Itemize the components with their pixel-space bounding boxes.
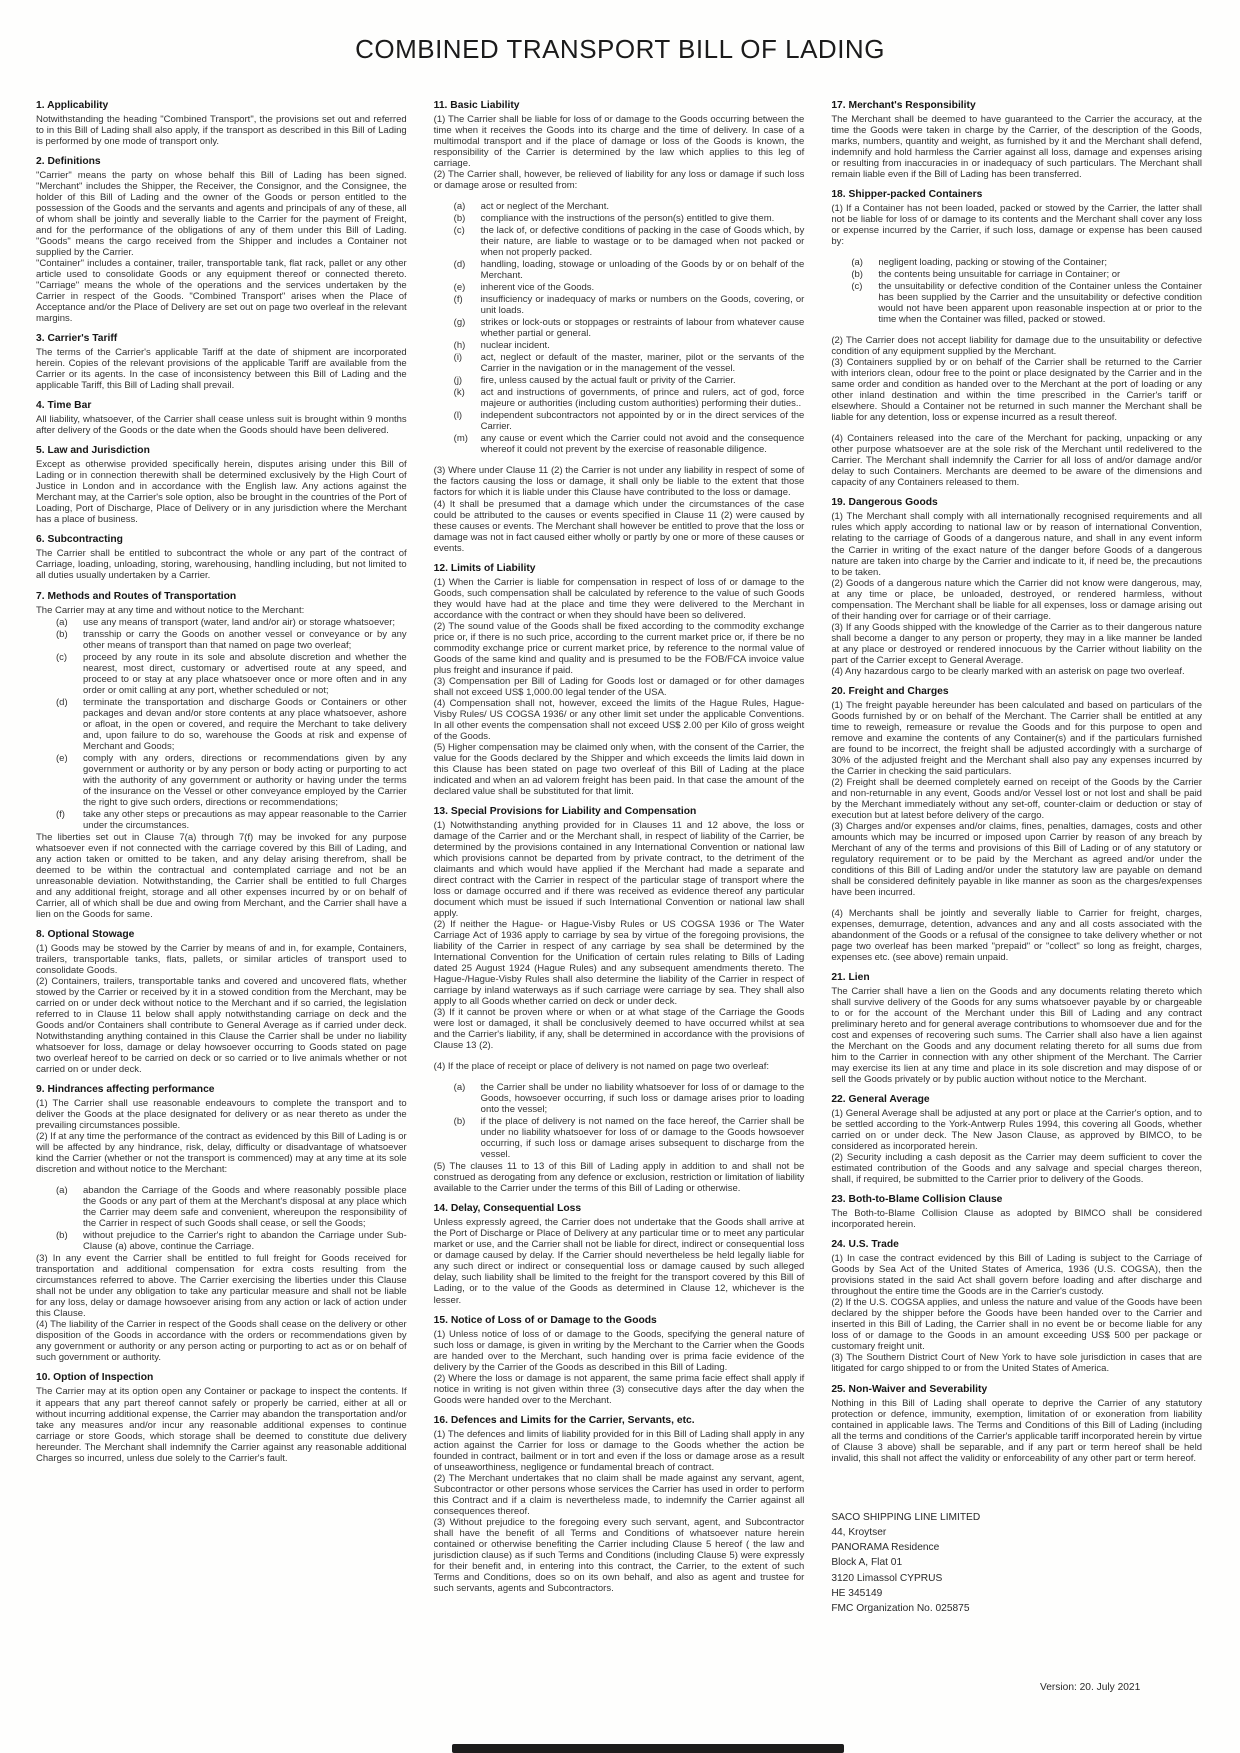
- clause-item-letter: (d): [56, 696, 68, 708]
- clause-item: [831, 281, 1202, 325]
- clause-paragraph: (2) The Carrier shall, however, be relieved of liability for any loss or damage if such loss or damage arose or resulted from:: [433, 169, 805, 192]
- clause-paragraph: (1) When the Carrier is liable for compensation in respect of loss of or damage to the Goods, such compensation shall be calculated by reference to the value of such Goods they would have had at the place and time they were delivered to the Merchant in accordance with the contract or when they should have been so delivered.: [433, 576, 805, 621]
- section-heading: 24. U.S. Trade: [831, 1239, 899, 1251]
- clause-paragraph: (1) In case the contract evidenced by this Bill of Lading is subject to the Carriage of Goods by Sea Act of the United States of America, 1936 (U.S. COGSA), then the provisions stated in the said Act shall govern before loading and after discharge and throughout the entire time the Goods are in the Carrier's custody.: [831, 1253, 1202, 1298]
- clause-item-text: without prejudice to the Carrier's right to abandon the Carriage under Sub-Clause (a) above, continue the Carriage.: [83, 1230, 407, 1253]
- section-heading: 16. Defences and Limits for the Carrier, Servants, etc.: [433, 1414, 695, 1426]
- clause-paragraph: Except as otherwise provided specifically herein, disputes arising under this Bill of Lading or in connection therewith shall be determined exclusively by the High Court of Justice in London and in accordance with the English law. Any actions against the Merchant may, at the Carrier's sole option, also be brought in the countries of the Port of Loading, Port of Discharge, Place of Delivery or in any jurisdiction where the Merchant has a place of business.: [36, 459, 407, 526]
- section-heading: 2. Definitions: [36, 156, 101, 168]
- company-address-line: PANORAMA Residence: [831, 1542, 940, 1554]
- clause-item-letter: (b): [851, 269, 863, 281]
- clause-item-text: nuclear incident.: [480, 340, 550, 352]
- clause-paragraph: (5) Higher compensation may be claimed only when, with the consent of the Carrier, the value for the Goods declared by the Shipper and which exceeds the limits laid down in this Clause has been stated on page two overleaf of this Bill of Lading at the place indicated and when an ad valorem freight has been paid. In that case the amount of the declared value shall be substituted for that limit.: [433, 741, 805, 797]
- section-heading: 3. Carrier's Tariff: [36, 333, 118, 345]
- clause-paragraph: (5) The clauses 11 to 13 of this Bill of Lading apply in addition to and shall not be construed as derogating from any defence or exclusion, restriction or limitation of liability available to the Carrier under the terms of this Bill of Lading or otherwise.: [433, 1161, 805, 1195]
- clause-paragraph: (1) General Average shall be adjusted at any port or place at the Carrier's option, and to be settled according to the York-Antwerp Rules 1994, this covering all Goods, whether carried on or under deck. The New Jason Clause, as approved by BIMCO, to be considered as incorporated herein.: [831, 1108, 1202, 1153]
- section-heading: 17. Merchant's Responsibility: [831, 100, 976, 111]
- section-heading: 14. Delay, Consequential Loss: [433, 1203, 582, 1215]
- company-address-line: SACO SHIPPING LINE LIMITED: [831, 1511, 981, 1523]
- clause-paragraph: (1) If a Container has not been loaded, packed or stowed by the Carrier, the latter shall not be liable for loss of or damage to its contents and the Merchant shall cover any loss or expense incurred by the Carrier, if such loss, damage or expense has been caused by:: [831, 203, 1202, 248]
- clause-paragraph: "Container" includes a container, trailer, transportable tank, flat rack, pallet or any other article used to consolidate Goods or any equipment thereof or connected thereto. "Carriage" means the whole of the operations and the services undertaken by the Carrier in respect of the Goods. "Combined Transport" arises when the Place of Acceptance and/or the Place of Delivery are set out on page two overleaf in the relevant margins.: [36, 258, 407, 325]
- clause-paragraph: Notwithstanding the heading "Combined Transport", the provisions set out and referred to in this Bill of Lading shall also apply, if the transport as described in this Bill of Lading is performed by one mode of transport only.: [36, 114, 407, 148]
- clause-paragraph: (3) Charges and/or expenses and/or claims, fines, penalties, damages, costs and other amounts which may be incurred or imposed upon Carrier by reason of any breach by Merchant of any of the terms and provisions of this Bill of Lading or of any statutory or regulatory requirement or to be paid by the Merchant as agreed and/or under the conditions of this Bill of Lading and/or under the statutory law are payable on demand shall be considered definitely payable in like manner as soon as the charges/expenses have been incurred.: [831, 820, 1202, 898]
- clause-paragraph: (4) If the place of receipt or place of delivery is not named on page two overleaf:: [433, 1061, 769, 1073]
- clause-item: [434, 317, 805, 339]
- section-heading: 6. Subcontracting: [36, 534, 123, 546]
- clause-item: [434, 294, 805, 316]
- clause-item: [36, 753, 407, 808]
- clause-item-text: comply with any orders, directions or recommendations given by any government or authority or by any person or body acting or purporting to act with the authority of any government or authority or having under the terms of the insurance on the Vessel or other conveyance employed by the Carrier the right to give such orders, directions or recommendations;: [83, 752, 407, 808]
- section-heading: 19. Dangerous Goods: [831, 497, 938, 509]
- section-heading: 21. Lien: [831, 972, 870, 984]
- clause-paragraph: (2) If at any time the performance of the contract as evidenced by this Bill of Lading is or will be affected by any hindrance, risk, delay, difficulty or disadvantage of whatsoever kind the Carrier (whether or not the transport is commenced) may at any time at its sole discretion and without notice to the Merchant:: [36, 1131, 407, 1176]
- section-heading: 22. General Average: [831, 1094, 930, 1106]
- clause-item: [434, 213, 805, 224]
- clause-item-text: terminate the transportation and discharge Goods or Containers or other packages and devan and/or store contents at any place whatsoever, ashore or afloat, in the open or covered, and require the Merchant to take delivery and, upon failure to do so, warehouse the Goods at risk and expense of Merchant and Goods;: [83, 696, 407, 752]
- clause-paragraph: (3) Containers supplied by or on behalf of the Carrier shall be returned to the Carrier with interiors clean, odour free to the point or place designated by the Carrier and in the same order and condition as handed over to the Merchant at the port of loading or any other inland destination and within the time prescribed in the Carrier's tariff or elsewhere. Should a Container not be returned in such manner the Merchant shall be liable for any detention, loss or expense incurred as a result thereof.: [831, 357, 1202, 424]
- section-heading: 13. Special Provisions for Liability and Compensation: [433, 805, 697, 817]
- clause-item-letter: (b): [56, 1230, 68, 1242]
- clause-item-text: the lack of, or defective conditions of packing in the case of Goods which, by their nature, are liable to wastage or to be damaged when not packed or when not properly packed.: [480, 225, 805, 259]
- clause-paragraph: (2) The sound value of the Goods shall be fixed according to the commodity exchange price or, if there is no such price, according to the current market price or, if there be no commodity exchange price or current market price, by reference to the normal value of Goods of the same kind and quality and is presumed to be the FOB/FCA invoice value plus freight and insurance if paid.: [433, 620, 805, 676]
- company-address-line: HE 345149: [831, 1588, 883, 1600]
- section-heading: 23. Both-to-Blame Collision Clause: [831, 1194, 1003, 1206]
- clause-item: [434, 259, 805, 281]
- clause-item-text: negligent loading, packing or stowing of the Container;: [878, 257, 1108, 269]
- clause-item: [36, 652, 407, 696]
- clause-paragraph: (2) Security including a cash deposit as the Carrier may deem sufficient to cover the estimated contribution of the Goods and any salvage and special charges thereon, shall, if required, be submitted to the Carrier prior to delivery of the Goods.: [831, 1152, 1202, 1186]
- terms-column-1: [36, 100, 407, 1617]
- clause-paragraph: The terms of the Carrier's applicable Tariff at the date of shipment are incorporated herein. Copies of the relevant provisions of the applicable Tariff are available from the Carrier or its agents. In the case of inconsistency between this Bill of Lading and the applicable Tariff, this Bill of Lading shall prevail.: [36, 347, 407, 392]
- clause-item-letter: (c): [56, 651, 68, 663]
- company-address: [831, 1510, 1202, 1617]
- bottom-bar: [452, 1744, 844, 1753]
- clause-item-text: fire, unless caused by the actual fault or privity of the Carrier.: [480, 375, 736, 387]
- clause-item-letter: (i): [453, 352, 463, 364]
- clause-item: [36, 697, 407, 752]
- clause-item-text: the Carrier shall be under no liability whatsoever for loss of or damage to the Goods, howsoever occurring, if such loss or damage arises prior to loading onto the vessel;: [480, 1082, 805, 1116]
- clause-item-text: if the place of delivery is not named on the face hereof, the Carrier shall be under no liability whatsoever for loss of or damage to the Goods howsoever occurring, if such loss or damage arises subsequent to discharge from the vessel.: [480, 1116, 805, 1161]
- clause-item-text: the contents being unsuitable for carriage in Container; or: [878, 269, 1121, 281]
- clause-item-text: abandon the Carriage of the Goods and where reasonably possible place the Goods or any part of them at the Merchant's disposal at any place which the Carrier may deem safe and convenient, whereupon the responsibility of the Carrier in respect of such Goods shall cease, or sell the Goods;: [83, 1185, 407, 1230]
- clause-item-letter: (h): [453, 340, 466, 352]
- clause-item-letter: (c): [851, 281, 863, 293]
- clause-paragraph: Nothing in this Bill of Lading shall operate to deprive the Carrier of any statutory protection or defence, immunity, exemption, limitation of or exoneration from liability contained in applicable laws. The Terms and Conditions of this Bill of Lading (including all the terms and conditions of the Carrier's applicable tariff incorporated herein by virtue of Clause 3 above) shall be separable, and if any part or term hereof shall be held invalid, this shall not affect the validity or enforceability of any other part or term hereof.: [831, 1397, 1202, 1464]
- clause-item-letter: (a): [56, 1185, 68, 1197]
- clause-paragraph: The Merchant shall be deemed to have guaranteed to the Carrier the accuracy, at the time the Goods were taken in charge by the Carrier, of the description of the Goods, marks, numbers, quantity and weight, as furnished by it and the Merchant shall defend, indemnify and hold harmless the Carrier against all loss, damage and expenses arising or resulting from inaccuracies in or inadequacy of such particulars. The Merchant shall remain liable even if the Bill of Lading has been transferred.: [831, 114, 1202, 181]
- clause-item-letter: (a): [851, 257, 863, 269]
- section-heading: 10. Option of Inspection: [36, 1372, 154, 1384]
- clause-item: [434, 201, 805, 212]
- clause-item-letter: (b): [56, 628, 68, 640]
- clause-item-text: proceed by any route in its sole and absolute discretion and whether the nearest, most direct, customary or advertised route at any speed, and proceed to or stay at any place whatsoever once or more often and in any order or omit calling at any port, whether scheduled or not;: [83, 651, 407, 696]
- section-heading: 25. Non-Waiver and Severability: [831, 1383, 988, 1395]
- version-label: Version: 20. July 2021: [1040, 1682, 1141, 1693]
- section-heading: 20. Freight and Charges: [831, 685, 949, 697]
- section-heading: 15. Notice of Loss of or Damage to the Goods: [433, 1314, 657, 1326]
- clause-paragraph: (2) If the U.S. COGSA applies, and unless the nature and value of the Goods have been declared by the shipper before the Goods have been handed over to the Carrier and inserted in this Bill of Lading, the Carrier shall in no event be or become liable for any loss of or damage to the Goods in an amount exceeding US$ 500 per package or customary freight unit.: [831, 1297, 1202, 1353]
- company-address-line: Block A, Flat 01: [831, 1557, 903, 1569]
- clause-paragraph: The Carrier shall have a lien on the Goods and any documents relating thereto which shall survive delivery of the Goods for any sums whatsoever payable by or chargeable to or for the account of the Merchant under this Bill of Lading and any contract preliminary hereto and for general average contributions to whomsoever due and for the cost and expenses of recovering such sums. The Carrier shall also have a lien against the Merchant on the Goods and any document relating thereto for all sums due from him to the Carrier in connection with any other shipment of the Merchant. The Carrier may exercise its lien at any time and place in its sole discretion and may dispose of or sell the Goods privately or by public auction without notice to the Merchant.: [831, 986, 1202, 1086]
- clause-item-text: independent subcontractors not appointed by or in the direct services of the Carrier.: [480, 410, 805, 433]
- clause-item-letter: (d): [453, 259, 466, 271]
- section-heading: 7. Methods and Routes of Transportation: [36, 590, 237, 602]
- clause-paragraph: The Both-to-Blame Collision Clause as adopted by BIMCO shall be considered incorporated herein.: [831, 1208, 1202, 1231]
- clause-paragraph: (4) Compensation shall not, however, exceed the limits of the Hague Rules, Hague-Visby Rules/ US COGSA 1936/ or any other limit set under the applicable Conventions. In all other events the compensation shall not exceed US$ 2.00 per Kilo of gross weight of the Goods.: [433, 697, 805, 742]
- section-heading: 5. Law and Jurisdiction: [36, 445, 150, 457]
- clause-item: [434, 410, 805, 432]
- clause-paragraph: (3) In any event the Carrier shall be entitled to full freight for Goods received for transportation and additional compensation for extra costs resulting from the circumstances referred to above. The Carrier exercising the liberties under this Clause shall not be under any obligation to take any particular measure and shall not be liable for any loss, delay or damage howsoever arising from any action or lack of action under this Clause.: [36, 1253, 407, 1320]
- clause-item-letter: (k): [453, 387, 465, 399]
- company-address-line: FMC Organization No. 025875: [831, 1603, 970, 1615]
- clause-paragraph: (2) The Merchant undertakes that no claim shall be made against any servant, agent, Subcontractor or other persons whose services the Carrier has used in order to perform this Contract and if a claim is nevertheless made, to indemnify the Carrier against all consequences thereof.: [433, 1472, 805, 1517]
- clause-item-text: compliance with the instructions of the person(s) entitled to give them.: [480, 213, 775, 225]
- section-heading: 18. Shipper-packed Containers: [831, 189, 983, 201]
- clause-paragraph: (2) If neither the Hague- or Hague-Visby Rules or US COGSA 1936 or The Water Carriage Act of 1936 apply to carriage by sea by virtue of the foregoing provisions, the liability of the Carrier in respect of any carriage by sea shall be determined by the International Convention for the Unification of certain rules relating to Bills of Lading dated 25 August 1924 (Hague Rules) and any subsequent amendments thereto. The Hague-/Hague-Visby Rules shall also determine the liability of the Carrier in respect of carriage by inland waterways as if such carriage were carriage by sea. They shall also apply to all Goods whether carried on deck or under deck.: [433, 919, 805, 1008]
- section-heading: 4. Time Bar: [36, 400, 92, 412]
- clause-paragraph: (3) Without prejudice to the foregoing every such servant, agent, and Subcontractor shall have the benefit of all Terms and Conditions of whatsoever nature herein contained or otherwise benefiting the Carrier including Clause 5 hereof ( the law and jurisdiction clause) as if such Terms and Conditions (including Clause 5) were expressly for their benefit and, in entering into this contract, the Carrier, to the extent of such Terms and Conditions, does so on its own behalf, and also as agent and trustee for such servants, agents and Subcontractors.: [433, 1516, 805, 1594]
- clause-item-letter: (a): [453, 1082, 466, 1094]
- clause-paragraph: (2) Freight shall be deemed completely earned on receipt of the Goods by the Carrier and non-returnable in any event, Goods and/or Vessel lost or not lost and shall be paid by the Merchant immediately without any set-off, counter-claim or deduction or stay of execution but at latest before delivery of the cargo.: [831, 776, 1202, 821]
- clause-paragraph: (1) The Carrier shall use reasonable endeavours to complete the transport and to deliver the Goods at the place designated for delivery or as near thereto as under the prevailing circumstances possible.: [36, 1098, 407, 1132]
- clause-item-letter: (f): [453, 294, 463, 306]
- clause-item-text: use any means of transport (water, land and/or air) or storage whatsoever;: [83, 616, 396, 628]
- clause-item-letter: (g): [453, 317, 466, 329]
- clause-item-letter: (c): [453, 225, 465, 237]
- clause-paragraph: (1) Unless notice of loss of or damage to the Goods, specifying the general nature of such loss or damage, is given in writing by the Merchant to the Carrier when the Goods are handed over to the Merchant, such handing over is prima facie evidence of the delivery by the Carrier of the Goods as described in this Bill of Lading.: [433, 1328, 805, 1373]
- page-title: COMBINED TRANSPORT BILL OF LADING: [355, 34, 885, 64]
- clause-paragraph: The Carrier may at any time and without notice to the Merchant:: [36, 604, 305, 616]
- terms-column-3: [831, 100, 1202, 1617]
- clause-item: [36, 629, 407, 651]
- section-heading: 8. Optional Stowage: [36, 928, 135, 940]
- clause-item: [434, 1082, 805, 1115]
- clause-paragraph: (4) Merchants shall be jointly and severally liable to Carrier for freight, charges, expenses, demurrage, detention, advances and any and all costs associated with the abandonment of the Goods or a refusal of the consignee to take delivery whether or not page two overleaf has been marked "prepaid" or "collect" so long as freight, charges, expenses etc. (see above) remain unpaid.: [831, 907, 1202, 964]
- clause-paragraph: (2) The Carrier does not accept liability for damage due to the unsuitability or defective condition of any equipment supplied by the Merchant.: [831, 335, 1202, 358]
- clause-paragraph: (3) Where under Clause 11 (2) the Carrier is not under any liability in respect of some of the factors causing the loss or damage, it shall only be liable to the extent that those factors for which it is liable under this Clause have contributed to the loss or damage.: [433, 465, 805, 499]
- clause-paragraph: (3) Compensation per Bill of Lading for Goods lost or damaged or for other damages shall not exceed US$ 1,000.00 legal tender of the USA.: [433, 675, 805, 698]
- clause-paragraph: (4) It shall be presumed that a damage which under the circumstances of the case could be attributed to the causes or events specified in Clause 11 (2) were caused by these causes or events. The Merchant shall however be entitled to prove that the loss or damage was not in fact caused either wholly or partly by one or more of these causes or events.: [433, 498, 805, 554]
- clause-item-text: act, neglect or default of the master, mariner, pilot or the servants of the Carrier in the navigation or in the management of the vessel.: [480, 352, 805, 375]
- clause-item: [36, 1230, 407, 1252]
- clause-item-letter: (b): [453, 213, 466, 225]
- clause-paragraph: (1) The Carrier shall be liable for loss of or damage to the Goods occurring between the time when it receives the Goods into its charge and the time of delivery. In case of a multimodal transport and if the place of damage or loss of the Goods is known, the responsibility of the Carrier is determined by the law which applies to this leg of carriage.: [433, 114, 805, 170]
- clause-item-text: act or neglect of the Merchant.: [480, 201, 609, 213]
- clause-item-letter: (b): [453, 1116, 466, 1128]
- terms-column-2: [434, 100, 805, 1617]
- clause-item: [434, 225, 805, 258]
- clause-item-text: strikes or lock-outs or stoppages or restraints of labour from whatever cause whether partial or general.: [480, 317, 805, 340]
- company-address-line: 44, Kroytser: [831, 1526, 887, 1538]
- clause-item-letter: (e): [453, 282, 466, 294]
- clause-item-letter: (e): [56, 752, 68, 764]
- clause-item: [831, 257, 1202, 268]
- clause-paragraph: All liability, whatsoever, of the Carrier shall cease unless suit is brought within 9 months after delivery of the Goods or the date when the Goods should have been delivered.: [36, 414, 407, 437]
- clause-item: [434, 282, 805, 293]
- clause-paragraph: (3) If any Goods shipped with the knowledge of the Carrier as to their dangerous nature shall become a danger to any person or property, they may in a like manner be landed at any place or destroyed or rendered innocuous by the Carrier without liability on the part of the Carrier except to General Average.: [831, 621, 1202, 666]
- clause-item-letter: (l): [453, 410, 463, 422]
- clause-paragraph: (1) The freight payable hereunder has been calculated and based on particulars of the Goods furnished by or on behalf of the Merchant. The Carrier shall be entitled at any time to reweigh, remeasure or revalue the Goods and for this purpose to open and remove and examine the contents of any Container(s) and if the particulars furnished are found to be incorrect, the freight shall be adjusted accordingly with a surcharge of 30% of the adjusted freight and the Merchant shall also pay any expenses incurred by the Carrier in checking the said particulars.: [831, 699, 1202, 777]
- clause-item-letter: (m): [453, 433, 468, 445]
- terms-columns: [36, 100, 1202, 1617]
- section-heading: 9. Hindrances affecting performance: [36, 1084, 215, 1096]
- clause-item-letter: (a): [56, 616, 68, 628]
- clause-paragraph: (1) Goods may be stowed by the Carrier by means of and in, for example, Containers, trailers, transportable tanks, flats, pallets, or similar articles of transport used to consolidate Goods.: [36, 942, 407, 976]
- clause-item: [36, 1185, 407, 1229]
- section-heading: 12. Limits of Liability: [433, 562, 536, 574]
- clause-paragraph: (4) The liability of the Carrier in respect of the Goods shall cease on the delivery or other disposition of the Goods in accordance with the orders or recommendations given by any government or authority or any person acting or purporting to act as or on behalf of such government or authority.: [36, 1319, 407, 1364]
- company-address-line: 3120 Limassol CYPRUS: [831, 1572, 943, 1584]
- clause-item-text: insufficiency or inadequacy of marks or numbers on the Goods, covering, or unit loads.: [480, 294, 805, 317]
- clause-item-letter: (j): [453, 375, 463, 387]
- clause-item: [434, 433, 805, 455]
- clause-item: [434, 340, 805, 351]
- clause-item-letter: (a): [453, 201, 466, 213]
- clause-item-text: take any other steps or precautions as may appear reasonable to the Carrier under the circumstances.: [83, 808, 407, 831]
- clause-item: [36, 617, 407, 628]
- clause-paragraph: (1) Notwithstanding anything provided for in Clauses 11 and 12 above, the loss or damage of the Carrier and or the Merchant shall, in respect of liability of the Carrier, be determined by the provisions contained in any International Convention or national law which provisions cannot be departed from by private contract, to the detriment of the claimants and which would have applied if the Merchant had made a separate and direct contract with the Carrier in respect of the particular stage of transport where the loss or damage occurred and if there was received as evidence thereof any particular document which must be issued if such International Convention or national law shall apply.: [433, 819, 805, 920]
- clause-item-text: transship or carry the Goods on another vessel or conveyance or by any other means of transport than that named on page two overleaf;: [83, 628, 407, 651]
- clause-paragraph: The Carrier may at its option open any Container or package to inspect the contents. If it appears that any part thereof cannot safely or properly be carried, either at all or without incurring additional expense, the Carrier may abandon the transportation and/or take any measures and/or incur any reasonable additional expenses to continue carriage or store Goods, which storage shall be deemed to constitute due delivery hereunder. The Merchant shall indemnify the Carrier against any reasonable additional Charges so incurred, unless due solely to the Carrier's fault.: [36, 1386, 407, 1464]
- clause-item-text: handling, loading, stowage or unloading of the Goods by or on behalf of the Merchant.: [480, 259, 805, 282]
- clause-paragraph: (2) Containers, trailers, transportable tanks and covered and uncovered flats, whether stowed by the Carrier or received by it in a stowed condition from the Merchant, may be carried on or under deck without notice to the Merchant and if so carried, the legislation referred to in Clause 11 below shall apply notwithstanding carriage on deck and the Goods and/or Containers shall contribute to General Average as if carried under deck. Notwithstanding anything contained in this Clause the Carrier shall be under no liability whatsoever for loss, damage or delay howsoever occurring to Goods stated on page two overleaf hereof to be carried on deck or so carried or to live animals whether or not carried on or under deck.: [36, 975, 407, 1076]
- clause-item-text: the unsuitability or defective condition of the Container unless the Container has been supplied by the Carrier and the unsuitability or defective condition would not have been apparent upon reasonable inspection at or prior to the time when the Container was filled, packed or stowed.: [878, 281, 1202, 326]
- clause-paragraph: (4) Containers released into the care of the Merchant for packing, unpacking or any other purpose whatsoever are at the sole risk of the Merchant until redelivered to the Carrier. The Merchant shall indemnify the Carrier for all loss of and/or damage and/or delay to such Containers. Merchants are deemed to be aware of the dimensions and capacity of any Containers released to them.: [831, 433, 1202, 489]
- clause-item-letter: (f): [56, 808, 65, 820]
- clause-item-text: any cause or event which the Carrier could not avoid and the consequence whereof it could not prevent by the exercise of reasonable diligence.: [480, 433, 805, 456]
- clause-item-text: inherent vice of the Goods.: [480, 282, 595, 294]
- clause-paragraph: (2) Where the loss or damage is not apparent, the same prima facie effect shall apply if notice in writing is not given within three (3) consecutive days after the day when the Goods were handed over to the Merchant.: [433, 1372, 805, 1406]
- clause-paragraph: The liberties set out in Clause 7(a) through 7(f) may be invoked for any purpose whatsoever even if not connected with the carriage covered by this Bill of Lading, and any action taken or omitted to be taken, and any delay arising therefrom, shall be deemed to be within the contractual and contemplated carriage and not be an unreasonable deviation. Notwithstanding, the Carrier shall be entitled to full Charges and any additional freight, storage and all other expenses incurred by or on behalf of Carrier, all of which shall be due and owing from Merchant, and the Carrier shall have a lien on the Goods for same.: [36, 831, 407, 920]
- clause-item: [434, 387, 805, 409]
- clause-item: [831, 269, 1202, 280]
- clause-paragraph: Unless expressly agreed, the Carrier does not undertake that the Goods shall arrive at the Port of Discharge or Place of Delivery at any particular time or to meet any particular market or use, and the Carrier shall not be liable for direct, indirect or consequential loss or damage caused by delay. If the Carrier should nevertheless be held legally liable for any such direct or indirect or consequential loss or damage caused by such alleged delay, such liability shall be limited to the freight for the transport covered by this Bill of Lading, or to the value of the Goods as determined in Clause 12, whichever is the lesser.: [433, 1217, 805, 1306]
- clause-item: [434, 1116, 805, 1160]
- clause-paragraph: (1) The Merchant shall comply with all internationally recognised requirements and all rules which apply according to national law or by reason of international Convention, relating to the carriage of Goods of a dangerous nature, and shall in any event inform the Carrier in writing of the exact nature of the danger before Goods of a dangerous nature are taken into charge by the Carrier and indicate to it, if need be, the precautions to be taken.: [831, 511, 1202, 578]
- section-heading: 1. Applicability: [36, 100, 109, 111]
- clause-paragraph: "Carrier" means the party on whose behalf this Bill of Lading has been signed. "Merchant" includes the Shipper, the Receiver, the Consignor, and the Consignee, the holder of this Bill of Lading and the owner of the Goods or person entitled to the possession of the Goods and the servants and agents and principals of any of these, all of whom shall be jointly and severally liable to the Carrier for the payment of Freight, and for the performance of the obligations of any of them under this Bill of Lading. "Goods" means the cargo received from the Shipper and includes a Container not supplied by the Carrier.: [36, 170, 407, 259]
- clause-paragraph: (3) If it cannot be proven where or when or at what stage of the Carriage the Goods were lost or damaged, it shall be conclusively deemed to have occurred whilst at sea and the Carrier's liability, if any, shall be determined in accordance with the provisions of Clause 13 (2).: [433, 1007, 805, 1052]
- clause-item-text: act and instructions of governments, of prince and rulers, act of god, force majeure or authorities (including custom authorities) performing their duties..: [480, 387, 805, 410]
- clause-paragraph: (4) Any hazardous cargo to be clearly marked with an asterisk on page two overleaf.: [831, 665, 1185, 677]
- clause-paragraph: (2) Goods of a dangerous nature which the Carrier did not know were dangerous, may, at any time or place, be unloaded, destroyed, or rendered harmless, without compensation. The Merchant shall be liable for all expenses, loss or damage arising out of their handing over for carriage or of their carriage.: [831, 577, 1202, 622]
- section-heading: 11. Basic Liability: [433, 100, 520, 111]
- clause-item: [434, 375, 805, 386]
- clause-item: [36, 809, 407, 831]
- clause-paragraph: (3) The Southern District Court of New York to have sole jurisdiction in cases that are litigated for cargo shipped to or from the United States of America.: [831, 1352, 1202, 1375]
- clause-paragraph: (1) The defences and limits of liability provided for in this Bill of Lading shall apply in any action against the Carrier for loss or damage to the Goods whether the action be founded in contract, bailment or in tort and even if the loss or damage arose as a result of unseaworthiness, negligence or fundamental breach of contract.: [433, 1428, 805, 1473]
- clause-paragraph: The Carrier shall be entitled to subcontract the whole or any part of the contract of Carriage, loading, unloading, storing, warehousing, handling including, but not limited to all duties usually undertaken by a Carrier.: [36, 548, 407, 582]
- clause-item: [434, 352, 805, 374]
